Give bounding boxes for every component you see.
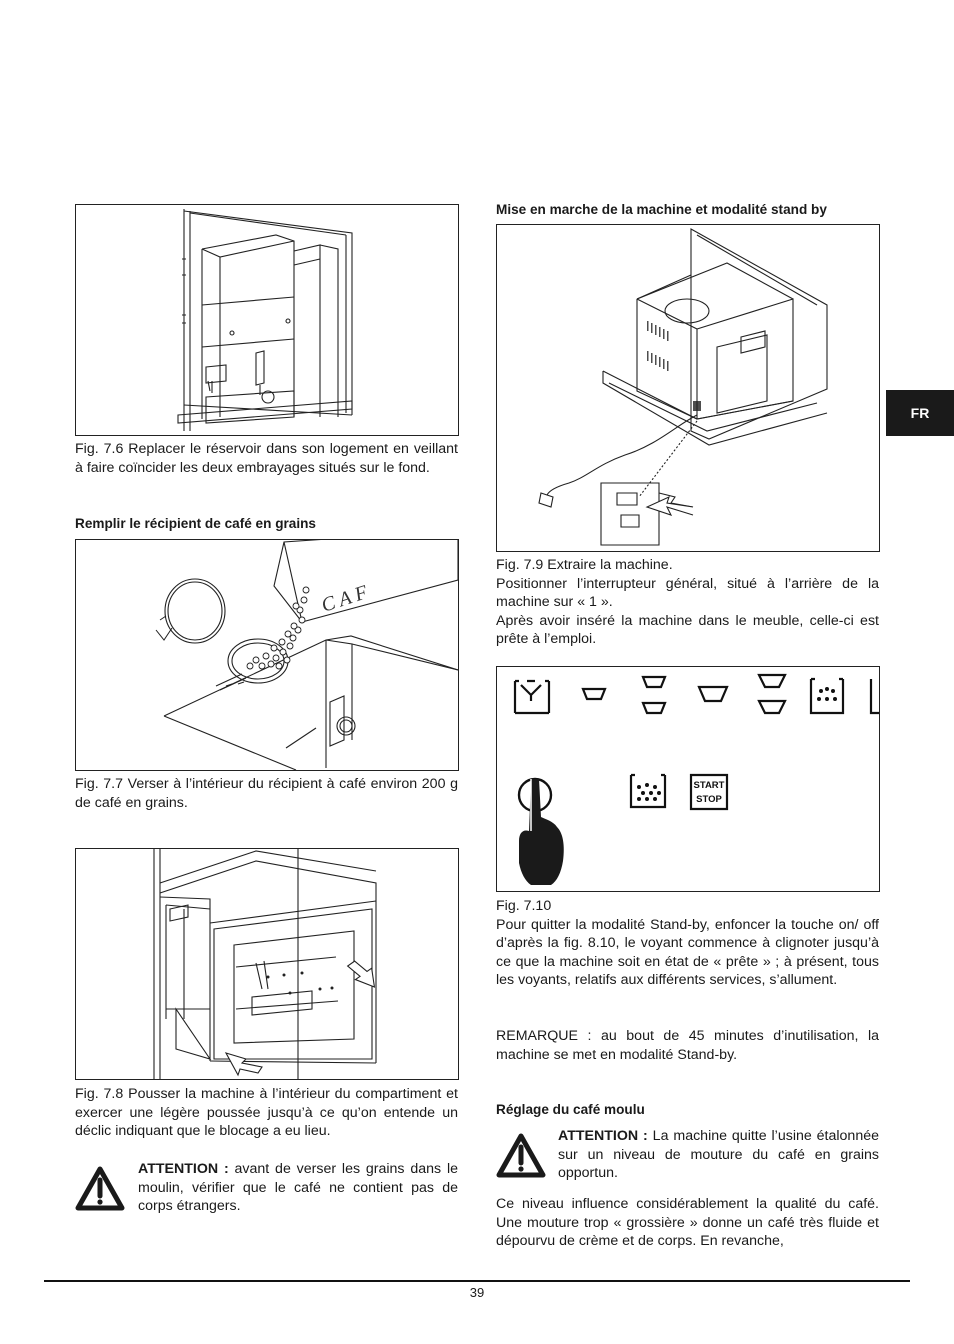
double-large-cup-icon (759, 675, 785, 713)
warning-foreign-bodies (75, 1160, 458, 1220)
warning-factory-grind (496, 1127, 879, 1187)
single-cup-icon (583, 689, 605, 699)
remark-standby: REMARQUE : au bout de 45 minutes d’inutilisation, la machine se met en modalité Stand-by. (496, 1028, 879, 1063)
heading-standby: Mise en marche de la machine et modalité stand by (496, 202, 827, 217)
figure-7-10 (496, 666, 880, 892)
start-label: START (693, 780, 725, 791)
fig-7-9-text (496, 556, 879, 649)
caf-label: C A F (318, 581, 371, 617)
machine-insertion-drawing (76, 849, 458, 1079)
double-cup-icon (643, 677, 665, 713)
fig-7-10-standby-text: Pour quitter la modalité Stand-by, enfoncer la touche on/ off d’après la fig. 8.10, le voyant commence à clignoter jusqu’à ce que la machine soit en état de « prête » ; à présent, tous les voyants, relatifs aux différents services, s’allument. (496, 916, 879, 989)
fig-7-9-switch-text: Positionner l’interrupteur général, situé à l’arrière de la machine sur « 1 ». (496, 575, 879, 611)
fig-7-8-caption: Fig. 7.8 Pousser la machine à l’intérieur du compartiment et exercer une légère poussée jusqu’à ce qu’on entende un déclic indiquant que le blocage a eu lieu. (75, 1086, 458, 1140)
heading-grind-setting: Réglage du café moulu (496, 1102, 645, 1117)
warning-text: La machine quitte l’usine étalonnée sur un niveau de mouture du café en grains opportun. (558, 1128, 879, 1182)
stop-label: STOP (696, 794, 722, 805)
warning-icon (75, 1166, 125, 1212)
grind-quality-text: Ce niveau influence considérablement la qualité du café. Une mouture trop « grossière » donne un café très fluide et dépourvu de crème et de corps. En revanche, (496, 1196, 879, 1250)
language-tab: FR (886, 390, 954, 436)
machine-extracted-drawing (497, 225, 879, 551)
fig-7-10-text (496, 897, 879, 990)
warning-title: ATTENTION : (138, 1161, 229, 1177)
warning-icon (496, 1133, 546, 1179)
machine-tank-drawing (76, 205, 458, 435)
figure-7-9 (496, 224, 880, 552)
warning-title: ATTENTION : (558, 1128, 648, 1144)
fig-7-9-ready-text: Après avoir inséré la machine dans le meuble, celle-ci est prête à l’emploi. (496, 612, 879, 648)
figure-7-8 (75, 848, 459, 1080)
control-panel-drawing (497, 667, 879, 891)
warning-text: avant de verser les grains dans le moulin, vérifier que le café ne contient pas de corps étrangers. (138, 1161, 458, 1215)
heading-fill-beans: Remplir le récipient de café en grains (75, 516, 316, 531)
page-number: 39 (469, 1285, 485, 1300)
fig-7-10-caption: Fig. 7.10 (496, 898, 552, 914)
footer-rule (44, 1280, 910, 1282)
hot-water-icon (811, 679, 843, 713)
fig-7-6-caption: Fig. 7.6 Replacer le réservoir dans son logement en veillant à faire coïncider les deux embrayages situés sur le fond. (75, 441, 458, 476)
partial-icon (871, 679, 879, 713)
pressing-hand-icon (519, 779, 564, 885)
fig-7-9-caption: Fig. 7.9 Extraire la machine. (496, 557, 673, 573)
large-cup-icon (699, 687, 727, 701)
figure-7-7 (75, 539, 459, 771)
fig-7-7-caption: Fig. 7.7 Verser à l’intérieur du récipient à café environ 200 g de café en grains. (75, 776, 458, 811)
coffee-bean-container-drawing (76, 540, 458, 770)
figure-7-6 (75, 204, 459, 436)
